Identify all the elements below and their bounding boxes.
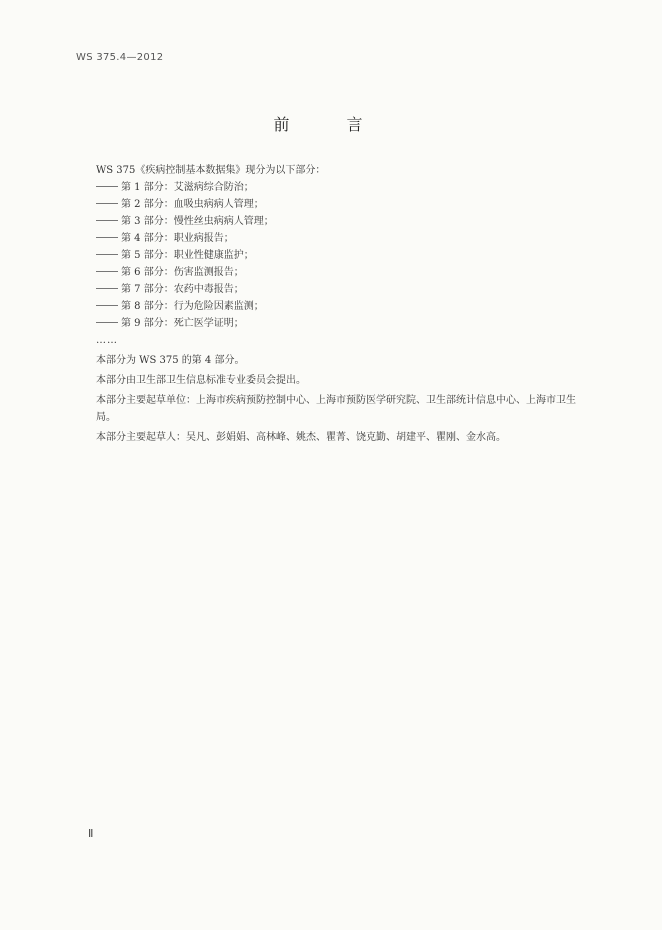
- paragraph-proposer: 本部分由卫生部卫生信息标准专业委员会提出。: [96, 375, 306, 386]
- part-item: [96, 196, 584, 213]
- part-label: 第 6 部分：伤害监测报告；: [121, 267, 244, 278]
- part-label: 第 7 部分：农药中毒报告；: [121, 284, 244, 295]
- page-title: 前 言: [273, 115, 389, 134]
- intro-text: WS 375《疾病控制基本数据集》现分为以下部分：: [96, 165, 326, 176]
- part-item: [96, 179, 584, 196]
- part-item: [96, 298, 584, 315]
- ellipsis-text: ……: [96, 335, 118, 346]
- part-label: 第 8 部分：行为危险因素监测；: [121, 301, 264, 312]
- part-label: 第 4 部分：职业病报告；: [121, 233, 234, 244]
- part-item: [96, 247, 584, 264]
- preface-content: [96, 162, 584, 446]
- dash-mark: [96, 254, 118, 255]
- part-item: [96, 281, 584, 298]
- part-label: 第 9 部分：死亡医学证明；: [121, 318, 244, 329]
- part-item: [96, 264, 584, 281]
- part-item: [96, 213, 584, 230]
- dash-mark: [96, 322, 118, 323]
- dash-mark: [96, 271, 118, 272]
- dash-mark: [96, 220, 118, 221]
- part-label: 第 3 部分：慢性丝虫病病人管理；: [121, 216, 274, 227]
- part-label: 第 1 部分：艾滋病综合防治；: [121, 182, 254, 193]
- part-label: 第 5 部分：职业性健康监护；: [121, 250, 254, 261]
- part-item: [96, 230, 584, 247]
- part-label: 第 2 部分：血吸虫病病人管理；: [121, 199, 264, 210]
- dash-mark: [96, 237, 118, 238]
- dash-mark: [96, 288, 118, 289]
- paragraph-drafters: 本部分主要起草人：吴凡、彭娟娟、高林峰、姚杰、瞿菁、饶克勤、胡建平、瞿刚、金水高。: [96, 432, 506, 443]
- dash-mark: [96, 305, 118, 306]
- part-item: [96, 315, 584, 332]
- dash-mark: [96, 186, 118, 187]
- paragraph-part-number: 本部分为 WS 375 的第 4 部分。: [96, 355, 245, 366]
- dash-mark: [96, 203, 118, 204]
- paragraph-drafting-units: 本部分主要起草单位：上海市疾病预防控制中心、上海市预防医学研究院、卫生部统计信息中心、上海市卫生局。: [96, 395, 576, 423]
- standard-code: WS 375.4—2012: [76, 52, 164, 63]
- page-number: Ⅱ: [88, 827, 94, 840]
